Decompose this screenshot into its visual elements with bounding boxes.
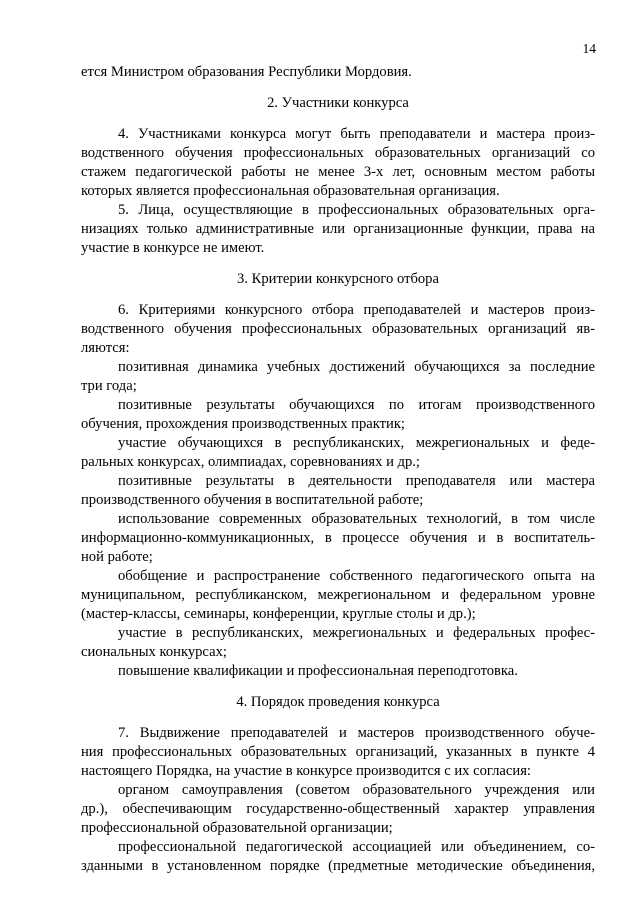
text-line: 7. Выдвижение преподавателей и мастеров производственного обуче- — [118, 725, 595, 741]
text-line: водственного обучения профессиональных образовательных организаций яв- — [81, 321, 595, 337]
text-line: информационно-коммуникационных, в процессе обучения и в воспитатель- — [81, 530, 595, 546]
spacer — [81, 712, 595, 724]
text-line: участие обучающихся в республиканских, межрегиональных и феде- — [118, 435, 595, 451]
spacer — [81, 258, 595, 270]
text-line: ной работе; — [81, 549, 153, 565]
text-line: участие в конкурсе не имеют. — [81, 240, 265, 256]
spacer — [81, 113, 595, 125]
spacer — [81, 681, 595, 693]
text-line: профессиональной образовательной организации; — [81, 820, 393, 836]
text-line: ляются: — [81, 340, 130, 356]
text-line: стажем педагогической работы не менее 3-х лет, основным местом работы — [81, 164, 595, 180]
section-heading: 3. Критерии конкурсного отбора — [237, 271, 439, 287]
text-line: использование современных образовательных технологий, в том числе — [118, 511, 595, 527]
text-line: позитивная динамика учебных достижений обучающихся за последние — [118, 359, 595, 375]
text-line: 6. Критериями конкурсного отбора преподавателей и мастеров произ- — [118, 302, 595, 318]
text-line: ния профессиональных образовательных организаций, указанных в пункте 4 — [81, 744, 595, 760]
text-line: (мастер-классы, семинары, конференции, круглые столы и др.); — [81, 606, 476, 622]
text-line: др.), обеспечивающим государственно-общественный характер управления — [81, 801, 595, 817]
text-line: повышение квалификации и профессиональная переподготовка. — [118, 663, 518, 679]
spacer — [81, 289, 595, 301]
text-line: муниципальном, республиканском, межрегиональном и федеральном уровне — [81, 587, 595, 603]
text-line: настоящего Порядка, на участие в конкурсе производится с их согласия: — [81, 763, 531, 779]
text-line: ральных конкурсах, олимпиадах, соревнованиях и др.; — [81, 454, 420, 470]
text-line: зданными в установленном порядке (предметные методические объединения, — [81, 858, 595, 874]
text-line: позитивные результаты в деятельности преподавателя или мастера — [118, 473, 595, 489]
text-line: низациях только административные или организационные функции, права на — [81, 221, 595, 237]
spacer — [81, 82, 595, 94]
section-heading: 2. Участники конкурса — [267, 95, 409, 111]
text-line: органом самоуправления (советом образовательного учреждения или — [118, 782, 595, 798]
section-heading: 4. Порядок проведения конкурса — [236, 694, 440, 710]
text-line: сиональных конкурсах; — [81, 644, 227, 660]
text-line: обучения, прохождения производственных практик; — [81, 416, 405, 432]
text-line: 5. Лица, осуществляющие в профессиональных образовательных орга- — [118, 202, 595, 218]
document-body — [81, 63, 595, 876]
text-line: которых является профессиональная образовательная организация. — [81, 183, 500, 199]
text-line: 4. Участниками конкурса могут быть преподаватели и мастера произ- — [118, 126, 595, 142]
text-line: позитивные результаты обучающихся по итогам производственного — [118, 397, 595, 413]
text-line: производственного обучения в воспитательной работе; — [81, 492, 424, 508]
text-line: три года; — [81, 378, 137, 394]
text-line: обобщение и распространение собственного педагогического опыта на — [118, 568, 595, 584]
text-line: участие в республиканских, межрегиональных и федеральных профес- — [118, 625, 595, 641]
page-number: 14 — [582, 41, 596, 56]
text-line: профессиональной педагогической ассоциацией или объединением, со- — [118, 839, 595, 855]
text-line: ется Министром образования Республики Мордовия. — [81, 64, 412, 80]
text-line: водственного обучения профессиональных образовательных организаций со — [81, 145, 595, 161]
